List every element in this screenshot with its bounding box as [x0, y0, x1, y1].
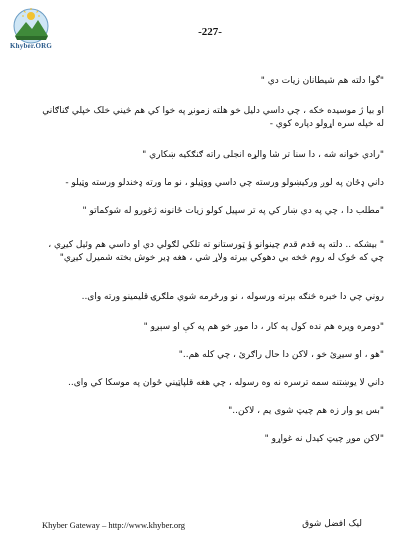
- paragraph: "هو ، او سیږئ خو ، لاکن دا حال راګرئ ، چي کله هم..": [178, 350, 384, 360]
- footer-site-link[interactable]: Khyber Gateway – http://www.khyber.org: [42, 520, 186, 530]
- paragraph: او بیا ژ موسیده خکه ، چي داسي دلیل خو هلته زمونږ په خوا کي هم څیني خلک خپلي ګناګاني له خپله سره اړولو دپاره کوي -: [42, 106, 384, 129]
- paragraph: " بیشکه .. دلته په قدم قدم چینوانو ؤ ټورستانو ته تلکي لګولي دي او داسي هم وئیل کیږي ، چي که څوک له روم څخه بي دهوکي بیرته ولاړ شي ، هغه ډیر خوش بخته شمیرل کیږي": [48, 240, 384, 263]
- page-number: -227-: [198, 26, 222, 38]
- paragraph: "مطلب دا ، چي په دي ښار کي په تر سپیل کولو زیات ځانونه ژغورو له شوکماتو ": [82, 206, 384, 216]
- paragraph: روني چي دا خبره څنګه بېرته ورسوله ، نو ورځرمه شوي ملګرۍ قلیمینو ورته وای..: [81, 292, 384, 302]
- page-footer: [0, 520, 420, 536]
- paragraph: "دومره ویره هم نده کول په کار ، دا موږ خو هم په کې او سېږو ": [143, 322, 384, 332]
- logo-text: Khyber.ORG: [10, 42, 52, 50]
- paragraph: "گوا دلته هم شیطانان زیات دي ": [260, 76, 384, 86]
- paragraph: "رادي خوانه شه ، دا سنا تر شا والړه انجلی راته ګنګکیه ښکاري ": [142, 150, 384, 160]
- paragraph: "لاکن موږ چیټ کیدل نه غواړو ": [264, 434, 384, 444]
- footer-author: لیک افضل شوق: [302, 519, 362, 529]
- paragraph: داني ډځان په لوږ ورکیښولو ورسته چي داسي ووټیلو ، نو ما ورته ډخندلو ورسته وټیلو -: [65, 178, 384, 188]
- paragraph: داني لا یوښتنه سمه ترسره نه وه رسوله ، چي هغه قلپاټیني ځوان په موسکا کي وای..: [68, 378, 384, 388]
- paragraph: "بس یو وار زه هم چیټ شوی یم ، لاکن..": [228, 406, 384, 416]
